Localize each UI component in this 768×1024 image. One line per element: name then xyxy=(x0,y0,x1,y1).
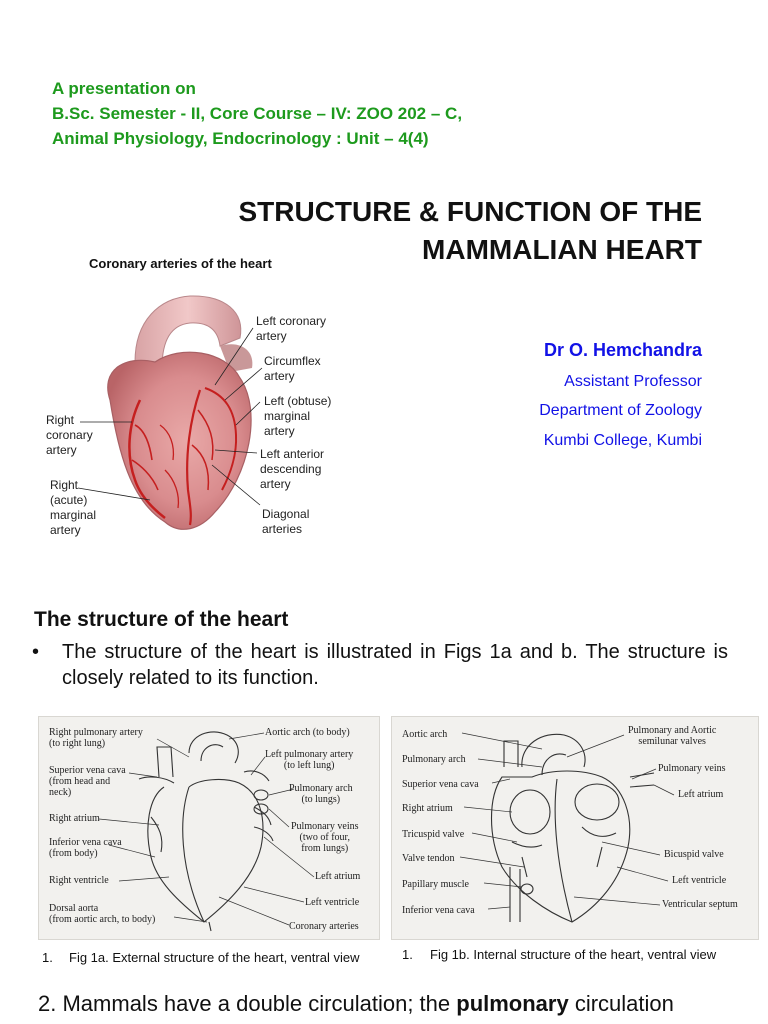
author-position: Assistant Professor xyxy=(564,373,702,390)
label-line: Left ventricle xyxy=(672,875,727,886)
label-line: arteries xyxy=(262,522,303,536)
label-line: marginal xyxy=(264,409,311,423)
label-line: (two of four, xyxy=(299,832,350,843)
fig1a-caption-number: 1. xyxy=(42,950,53,965)
fig1b-label-tricuspid-valve xyxy=(402,829,464,840)
author-department: Department of Zoology xyxy=(539,402,702,419)
page-title-line1: STRUCTURE & FUNCTION OF THE xyxy=(238,196,702,227)
label-line: Right pulmonary artery xyxy=(49,727,143,738)
fig1b-label-pulmonary-veins xyxy=(658,763,726,774)
fig1b-internal-heart-photo xyxy=(391,716,759,940)
pulmonary-keyword: pulmonary xyxy=(456,991,569,1016)
label-line: (from body) xyxy=(49,848,98,859)
label-line: Left ventricle xyxy=(305,897,360,908)
label-line: Left atrium xyxy=(678,789,724,800)
label-line: artery xyxy=(264,369,295,383)
label-line: artery xyxy=(256,329,287,343)
fig1a-label-left-atrium xyxy=(315,871,360,882)
coronary-figure-title: Coronary arteries of the heart xyxy=(89,256,272,271)
label-line: (acute) xyxy=(50,493,88,507)
label-line: Pulmonary and Aortic xyxy=(628,725,717,736)
label-line: (to right lung) xyxy=(49,738,106,749)
label-line: Inferior vena cava xyxy=(402,905,475,916)
fig1b-caption-number: 1. xyxy=(402,947,413,962)
label-line: Aortic arch (to body) xyxy=(265,727,350,738)
fig1a-label-pulmonary-arch xyxy=(289,783,353,805)
fig1b-label-semilunar-valves xyxy=(628,725,716,747)
fig1a-label-dorsal-aorta xyxy=(49,903,155,925)
label-line: Diagonal xyxy=(262,507,310,521)
label-line: Pulmonary arch xyxy=(402,754,466,765)
fig1b-label-right-atrium xyxy=(402,803,453,814)
label-line: Right atrium xyxy=(49,813,100,824)
label-line: Papillary muscle xyxy=(402,879,469,890)
fig1a-label-pulmonary-veins xyxy=(291,821,359,854)
section-heading: The structure of the heart xyxy=(34,608,289,631)
coronary-arteries-figure xyxy=(40,250,340,550)
fig1b-label-bicuspid-valve xyxy=(664,849,724,860)
label-line: (to lungs) xyxy=(301,794,341,805)
author-college: Kumbi College, Kumbi xyxy=(543,432,702,449)
label-line: Pulmonary arch xyxy=(289,783,353,794)
label-line: Pulmonary veins xyxy=(291,821,359,832)
label-line: Coronary arteries xyxy=(289,921,359,932)
fig1a-external-heart-photo xyxy=(38,716,380,940)
label-line: Pulmonary veins xyxy=(658,763,726,774)
label-left-anterior-descending-artery xyxy=(260,447,324,492)
bullet-marker: • xyxy=(32,641,40,663)
label-line: artery xyxy=(260,477,291,491)
point-2-number: 2. xyxy=(38,991,57,1016)
label-line: marginal xyxy=(50,508,97,522)
label-line: Tricuspid valve xyxy=(402,829,465,840)
label-line: coronary xyxy=(46,428,93,442)
point-2-text: Mammals have a double circulation; the xyxy=(62,991,457,1016)
label-line: Right atrium xyxy=(402,803,453,814)
label-line: Right xyxy=(46,413,75,427)
unit-line: Animal Physiology, Endocrinology : Unit – 4(4) xyxy=(52,129,429,148)
fig1a-label-left-ventricle xyxy=(305,897,359,908)
fig1a-caption: Fig 1a. External structure of the heart, ventral view xyxy=(69,950,360,965)
fig1a-label-right-ventricle xyxy=(49,875,109,886)
label-line: from lungs) xyxy=(301,843,349,854)
course-line: B.Sc. Semester - II, Core Course – IV: ZOO 202 – C, xyxy=(52,104,463,123)
label-line: semilunar valves xyxy=(638,736,706,747)
fig1a-label-coronary-arteries xyxy=(289,921,359,932)
fig1a-label-aortic-arch xyxy=(265,727,350,738)
label-line: Ventricular septum xyxy=(662,899,738,910)
label-right-coronary-artery xyxy=(46,413,93,458)
bullet-text: The structure of the heart is illustrated in Figs 1a and b. The structure is closely related to its function. xyxy=(62,641,728,689)
fig1b-label-ventricular-septum xyxy=(662,899,738,910)
label-line: Left pulmonary artery xyxy=(265,749,354,760)
label-line: Aortic arch xyxy=(402,729,448,740)
label-line: descending xyxy=(260,462,322,476)
label-line: Right ventricle xyxy=(49,875,109,886)
author-name: Dr O. Hemchandra xyxy=(543,340,702,360)
label-right-acute-marginal-artery xyxy=(50,478,96,538)
label-line: Dorsal aorta xyxy=(49,903,99,914)
fig1b-label-papillary-muscle xyxy=(402,879,469,890)
label-left-obtuse-marginal-artery xyxy=(264,394,331,439)
label-line: artery xyxy=(50,523,81,537)
fig1a-label-left-pulmonary-artery xyxy=(265,749,353,771)
fig1a-label-inferior-vena-cava xyxy=(49,837,122,859)
fig1b-label-valve-tendon xyxy=(402,853,455,864)
presentation-intro: A presentation on xyxy=(52,79,196,98)
label-line: Valve tendon xyxy=(402,853,455,864)
label-line: Left coronary xyxy=(256,314,327,328)
label-line: Bicuspid valve xyxy=(664,849,724,860)
label-line: (from head and xyxy=(49,776,111,787)
page-title-line2: MAMMALIAN HEART xyxy=(422,234,702,265)
label-line: neck) xyxy=(49,787,72,798)
label-diagonal-arteries xyxy=(262,507,309,537)
label-line: artery xyxy=(264,424,295,438)
fig1a-label-right-atrium xyxy=(49,813,100,824)
label-line: artery xyxy=(46,443,77,457)
fig1a-label-superior-vena-cava xyxy=(49,765,126,798)
point-2-text-cont: circulation xyxy=(568,991,674,1016)
label-line: Left (obtuse) xyxy=(264,394,332,408)
label-line: Left anterior xyxy=(260,447,325,461)
label-left-coronary-artery xyxy=(256,314,326,344)
point-2-line xyxy=(38,991,674,1017)
label-line: (from aortic arch, to body) xyxy=(49,914,156,925)
label-line: Circumflex xyxy=(264,354,321,368)
fig1b-label-left-atrium xyxy=(678,789,723,800)
fig1b-label-left-ventricle xyxy=(672,875,726,886)
label-line: Superior vena cava xyxy=(402,779,479,790)
fig1b-label-inferior-vena-cava xyxy=(402,905,475,916)
label-line: Inferior vena cava xyxy=(49,837,122,848)
fig1a-label-right-pulmonary-artery xyxy=(49,727,143,749)
fig1b-caption: Fig 1b. Internal structure of the heart, ventral view xyxy=(430,947,717,962)
label-line: Right xyxy=(50,478,79,492)
label-circumflex-artery xyxy=(264,354,321,384)
label-line: (to left lung) xyxy=(283,760,335,771)
label-line: Superior vena cava xyxy=(49,765,126,776)
fig1b-label-superior-vena-cava xyxy=(402,779,479,790)
fig1b-label-pulmonary-arch xyxy=(402,754,466,765)
fig1b-label-aortic-arch xyxy=(402,729,447,740)
label-line: Left atrium xyxy=(315,871,361,882)
